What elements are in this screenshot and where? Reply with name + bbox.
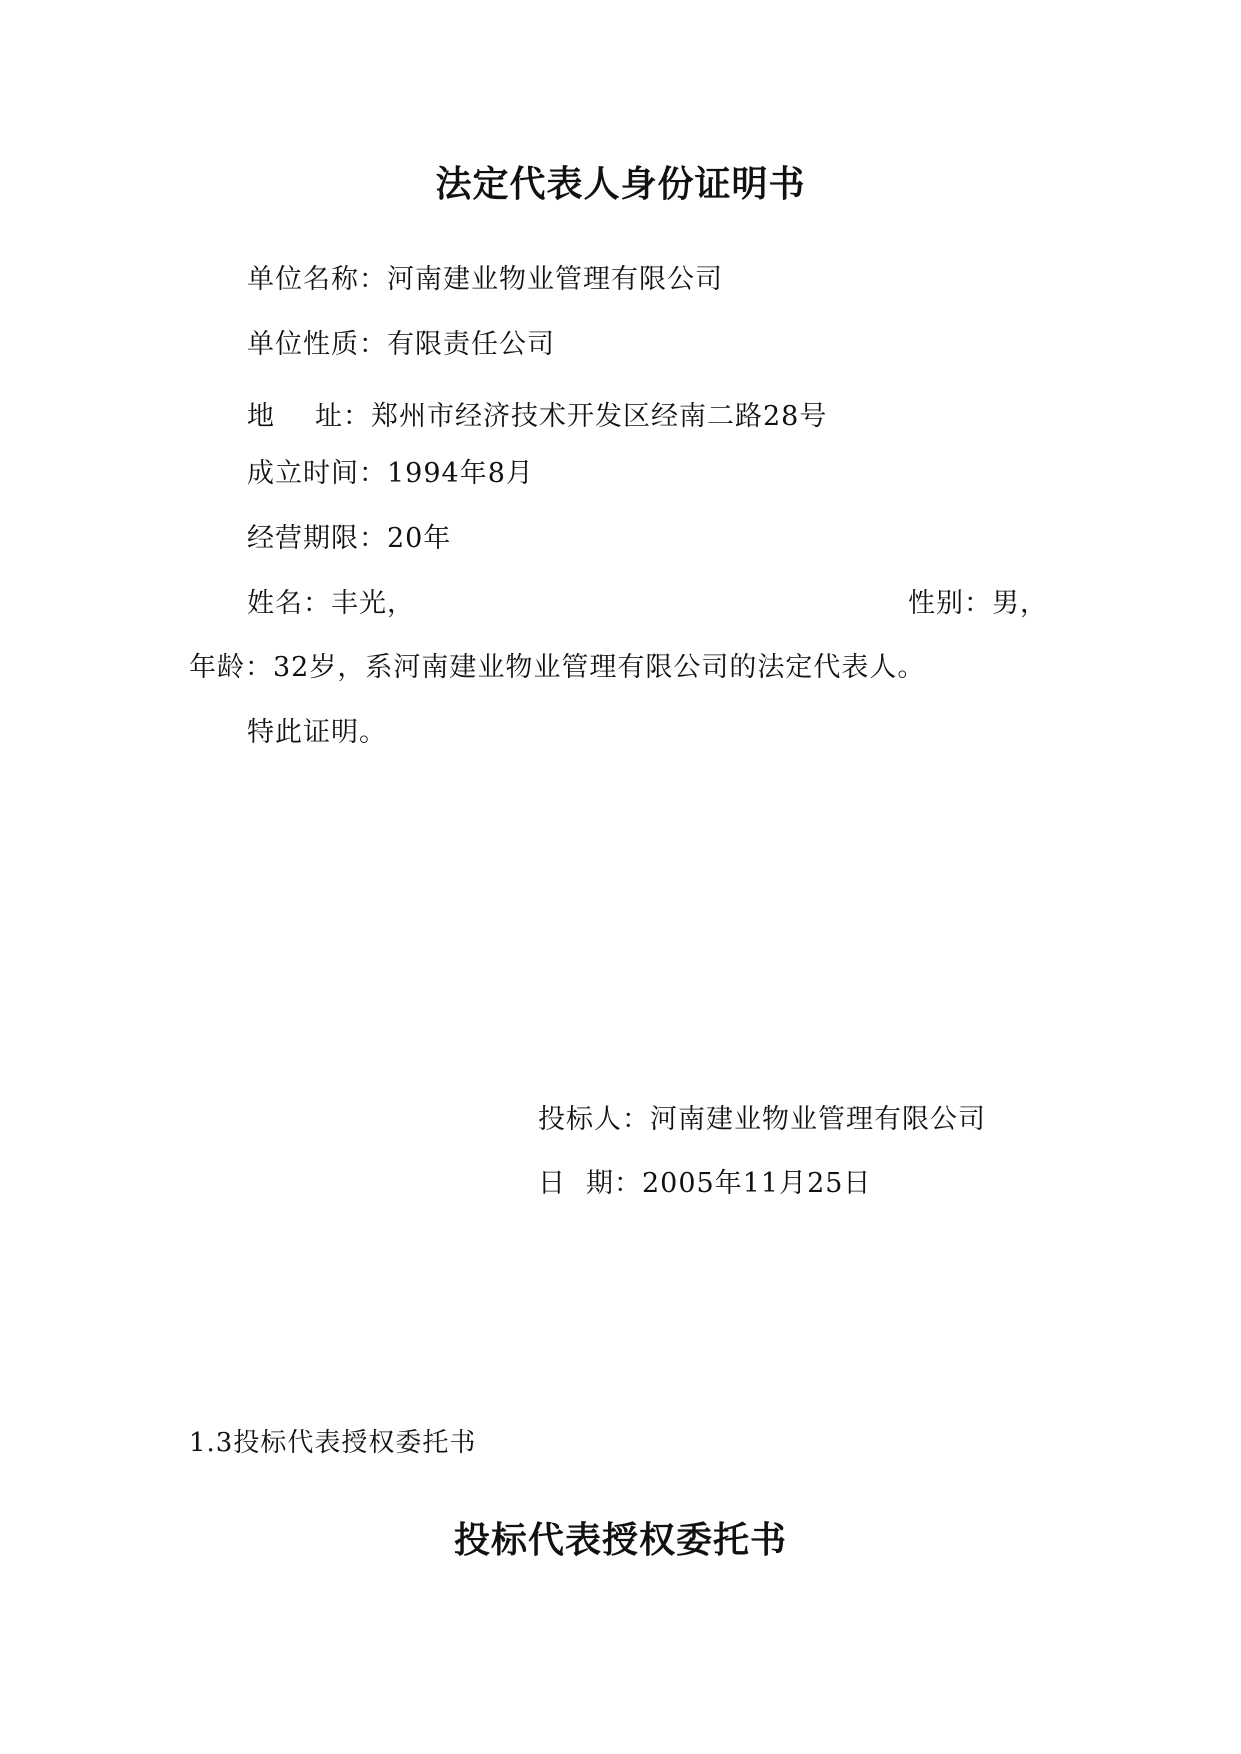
gender-label: 性别： bbox=[908, 588, 992, 619]
address-value: 郑州市经济技术开发区经南二路28号 bbox=[371, 401, 828, 432]
bidder-value: 河南建业物业管理有限公司 bbox=[650, 1104, 986, 1135]
unit-name-value: 河南建业物业管理有限公司 bbox=[387, 264, 723, 295]
name-value: 丰光， bbox=[331, 588, 415, 619]
address-row bbox=[247, 403, 827, 430]
date-label-second: 期： bbox=[586, 1168, 642, 1199]
bidder-row bbox=[538, 1106, 986, 1133]
unit-nature-label: 单位性质： bbox=[247, 329, 387, 360]
bidder-label: 投标人： bbox=[538, 1104, 650, 1135]
address-label-first: 地 bbox=[247, 401, 275, 432]
term-row bbox=[247, 525, 451, 552]
unit-nature-value: 有限责任公司 bbox=[387, 329, 555, 360]
date-row bbox=[538, 1170, 871, 1197]
gender-value: 男， bbox=[992, 588, 1048, 619]
age-line: 年龄：32岁，系河南建业物业管理有限公司的法定代表人。 bbox=[189, 652, 926, 683]
founded-value: 1994年8月 bbox=[387, 458, 534, 489]
term-value: 20年 bbox=[387, 523, 452, 554]
name-field bbox=[247, 590, 415, 617]
address-label-second: 址： bbox=[315, 401, 371, 432]
unit-name-label: 单位名称： bbox=[247, 264, 387, 295]
authorization-title: 投标代表授权委托书 bbox=[453, 1519, 787, 1561]
unit-name-row bbox=[247, 266, 723, 293]
unit-nature-row bbox=[247, 331, 555, 358]
certificate-title: 法定代表人身份证明书 bbox=[435, 163, 806, 205]
date-label-first: 日 bbox=[538, 1168, 566, 1199]
closing-statement: 特此证明。 bbox=[247, 717, 387, 748]
date-value: 2005年11月25日 bbox=[642, 1168, 872, 1199]
founded-label: 成立时间： bbox=[247, 458, 387, 489]
name-label: 姓名： bbox=[247, 588, 331, 619]
founded-row bbox=[247, 460, 534, 487]
section-heading: 1.3投标代表授权委托书 bbox=[189, 1428, 477, 1458]
gender-field bbox=[908, 590, 1048, 617]
term-label: 经营期限： bbox=[247, 523, 387, 554]
